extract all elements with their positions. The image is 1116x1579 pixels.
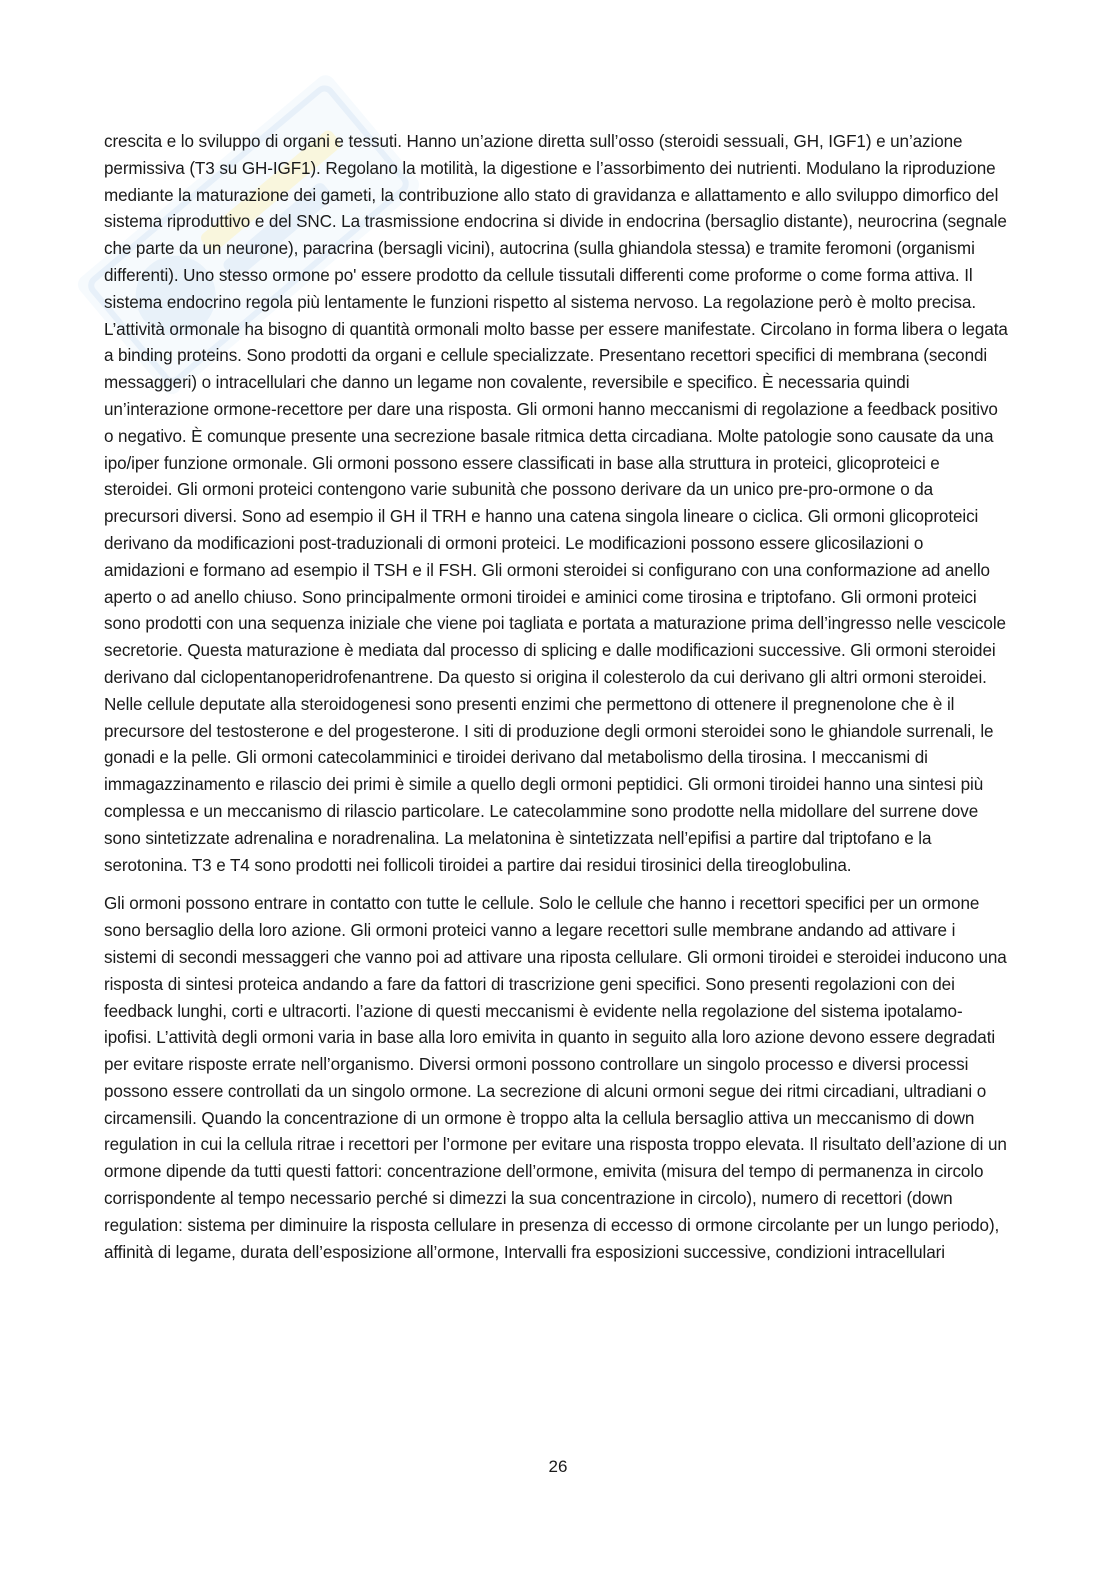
paragraph-2: Gli ormoni possono entrare in contatto con tutte le cellule. Solo le cellule che hanno i recettori specifici per un ormone sono bersaglio della loro azione. Gli ormoni proteici vanno a legare recettori sulle membrane andando ad attivare i sistemi di secondi messaggeri che vanno poi ad attivare una riposta cellulare. Gli ormoni tiroidei e steroidei inducono una risposta di sintesi proteica andando a fare da fattori di trascrizione geni specifici. Sono presenti regolazioni con dei feedback lunghi, corti e ultracorti. l’azione di questi meccanismi è evidente nella regolazione del sistema ipotalamo-ipofisi. L’attività degli ormoni varia in base alla loro emivita in quanto in seguito alla loro azione devono essere degradati per evitare risposte errate nell’organismo. Diversi ormoni possono controllare un singolo processo e diversi processi possono essere controllati da un singolo ormone. La secrezione di alcuni ormoni segue dei ritmi circadiani, ultradiani o circamensili. Quando la concentrazione di un ormone è troppo alta la cellula bersaglio attiva un meccanismo di down regulation in cui la cellula ritrae i recettori per l’ormone per evitare una risposta troppo elevata. Il risultato dell’azione di un ormone dipende da tutti questi fattori: concentrazione dell’ormone, emivita (misura del tempo di permanenza in circolo corrispondente al tempo necessario perché si dimezzi la sua concentrazione in circolo), numero di recettori (down regulation: sistema per diminuire la risposta cellulare in presenza di eccesso di ormone circolante per un lungo periodo), affinità di legame, durata dell’esposizione all’ormone, Intervalli fra esposizioni successive, condizioni intracellulari [104,894,1007,1262]
page-number: 26 [548,1457,568,1476]
paragraph-1: crescita e lo sviluppo di organi e tessuti. Hanno un’azione diretta sull’osso (steroidi sessuali, GH, IGF1) e un’azione permissiva (T3 su GH-IGF1). Regolano la motilità, la digestione e l’assorbimento dei nutrienti. Modulano la riproduzione mediante la maturazione dei gameti, la contribuzione allo stato di gravidanza e allattamento e allo sviluppo dimorfico del sistema riproduttivo e del SNC. La trasmissione endocrina si divide in endocrina (bersaglio distante), neurocrina (segnale che parte da un neurone), paracrina (bersagli vicini), autocrina (sulla ghiandola stessa) e tramite feromoni (organismi differenti). Uno stesso ormone po' essere prodotto da cellule tissutali differenti come proforme o come forma attiva. Il sistema endocrino regola più lentamente le funzioni rispetto al sistema nervoso. La regolazione però è molto precisa. L’attività ormonale ha bisogno di quantità ormonali molto basse per essere manifestate. Circolano in forma libera o legata a binding proteins. Sono prodotti da organi e cellule specializzate. Presentano recettori specifici di membrana (secondi messaggeri) o intracellulari che danno un legame non covalente, reversibile e specifico. È necessaria quindi un’interazione ormone-recettore per dare una risposta. Gli ormoni hanno meccanismi di regolazione a feedback positivo o negativo. È comunque presente una secrezione basale ritmica detta circadiana. Molte patologie sono causate da una ipo/iper funzione ormonale. Gli ormoni possono essere classificati in base alla struttura in proteici, glicoproteici e steroidei. Gli ormoni proteici contengono varie subunità che possono derivare da un unico pre-pro-ormone o da precursori diversi. Sono ad esempio il GH il TRH e hanno una catena singola lineare o ciclica. Gli ormoni glicoproteici derivano da modificazioni post-traduzionali di ormoni proteici. Le modificazioni possono essere glicosilazioni o amidazioni e formano ad esempio il TSH e il FSH. Gli ormoni steroidei si configurano con una conformazione ad anello aperto o ad anello chiuso. Sono principalmente ormoni tiroidei e aminici come tirosina e triptofano. Gli ormoni proteici sono prodotti con una sequenza iniziale che viene poi tagliata e portata a maturazione prima dell’ingresso nelle vescicole secretorie. Questa maturazione è mediata dal processo di splicing e dalle modificazioni successive. Gli ormoni steroidei derivano dal ciclopentanoperidrofenantrene. Da questo si origina il colesterolo da cui derivano gli altri ormoni steroidei. Nelle cellule deputate alla steroidogenesi sono presenti enzimi che permettono di ottenere il pregnenolone che è il precursore del testosterone e del progesterone. I siti di produzione degli ormoni steroidei sono le ghiandole surrenali, le gonadi e la pelle. Gli ormoni catecolamminici e tiroidei derivano dal metabolismo della tirosina. I meccanismi di immagazzinamento e rilascio dei primi è simile a quello degli ormoni peptidici. Gli ormoni tiroidei hanno una sintesi più complessa e un meccanismo di rilascio particolare. Le catecolammine sono prodotte nella midollare del surrene dove sono sintetizzate adrenalina e noradrenalina. La melatonina è sintetizzata nell’epifisi a partire dal triptofano e la serotonina. T3 e T4 sono prodotti nei follicoli tiroidei a partire dai residui tirosinici della tireoglobulina. [104,132,1008,875]
document-body [104,129,1008,1278]
